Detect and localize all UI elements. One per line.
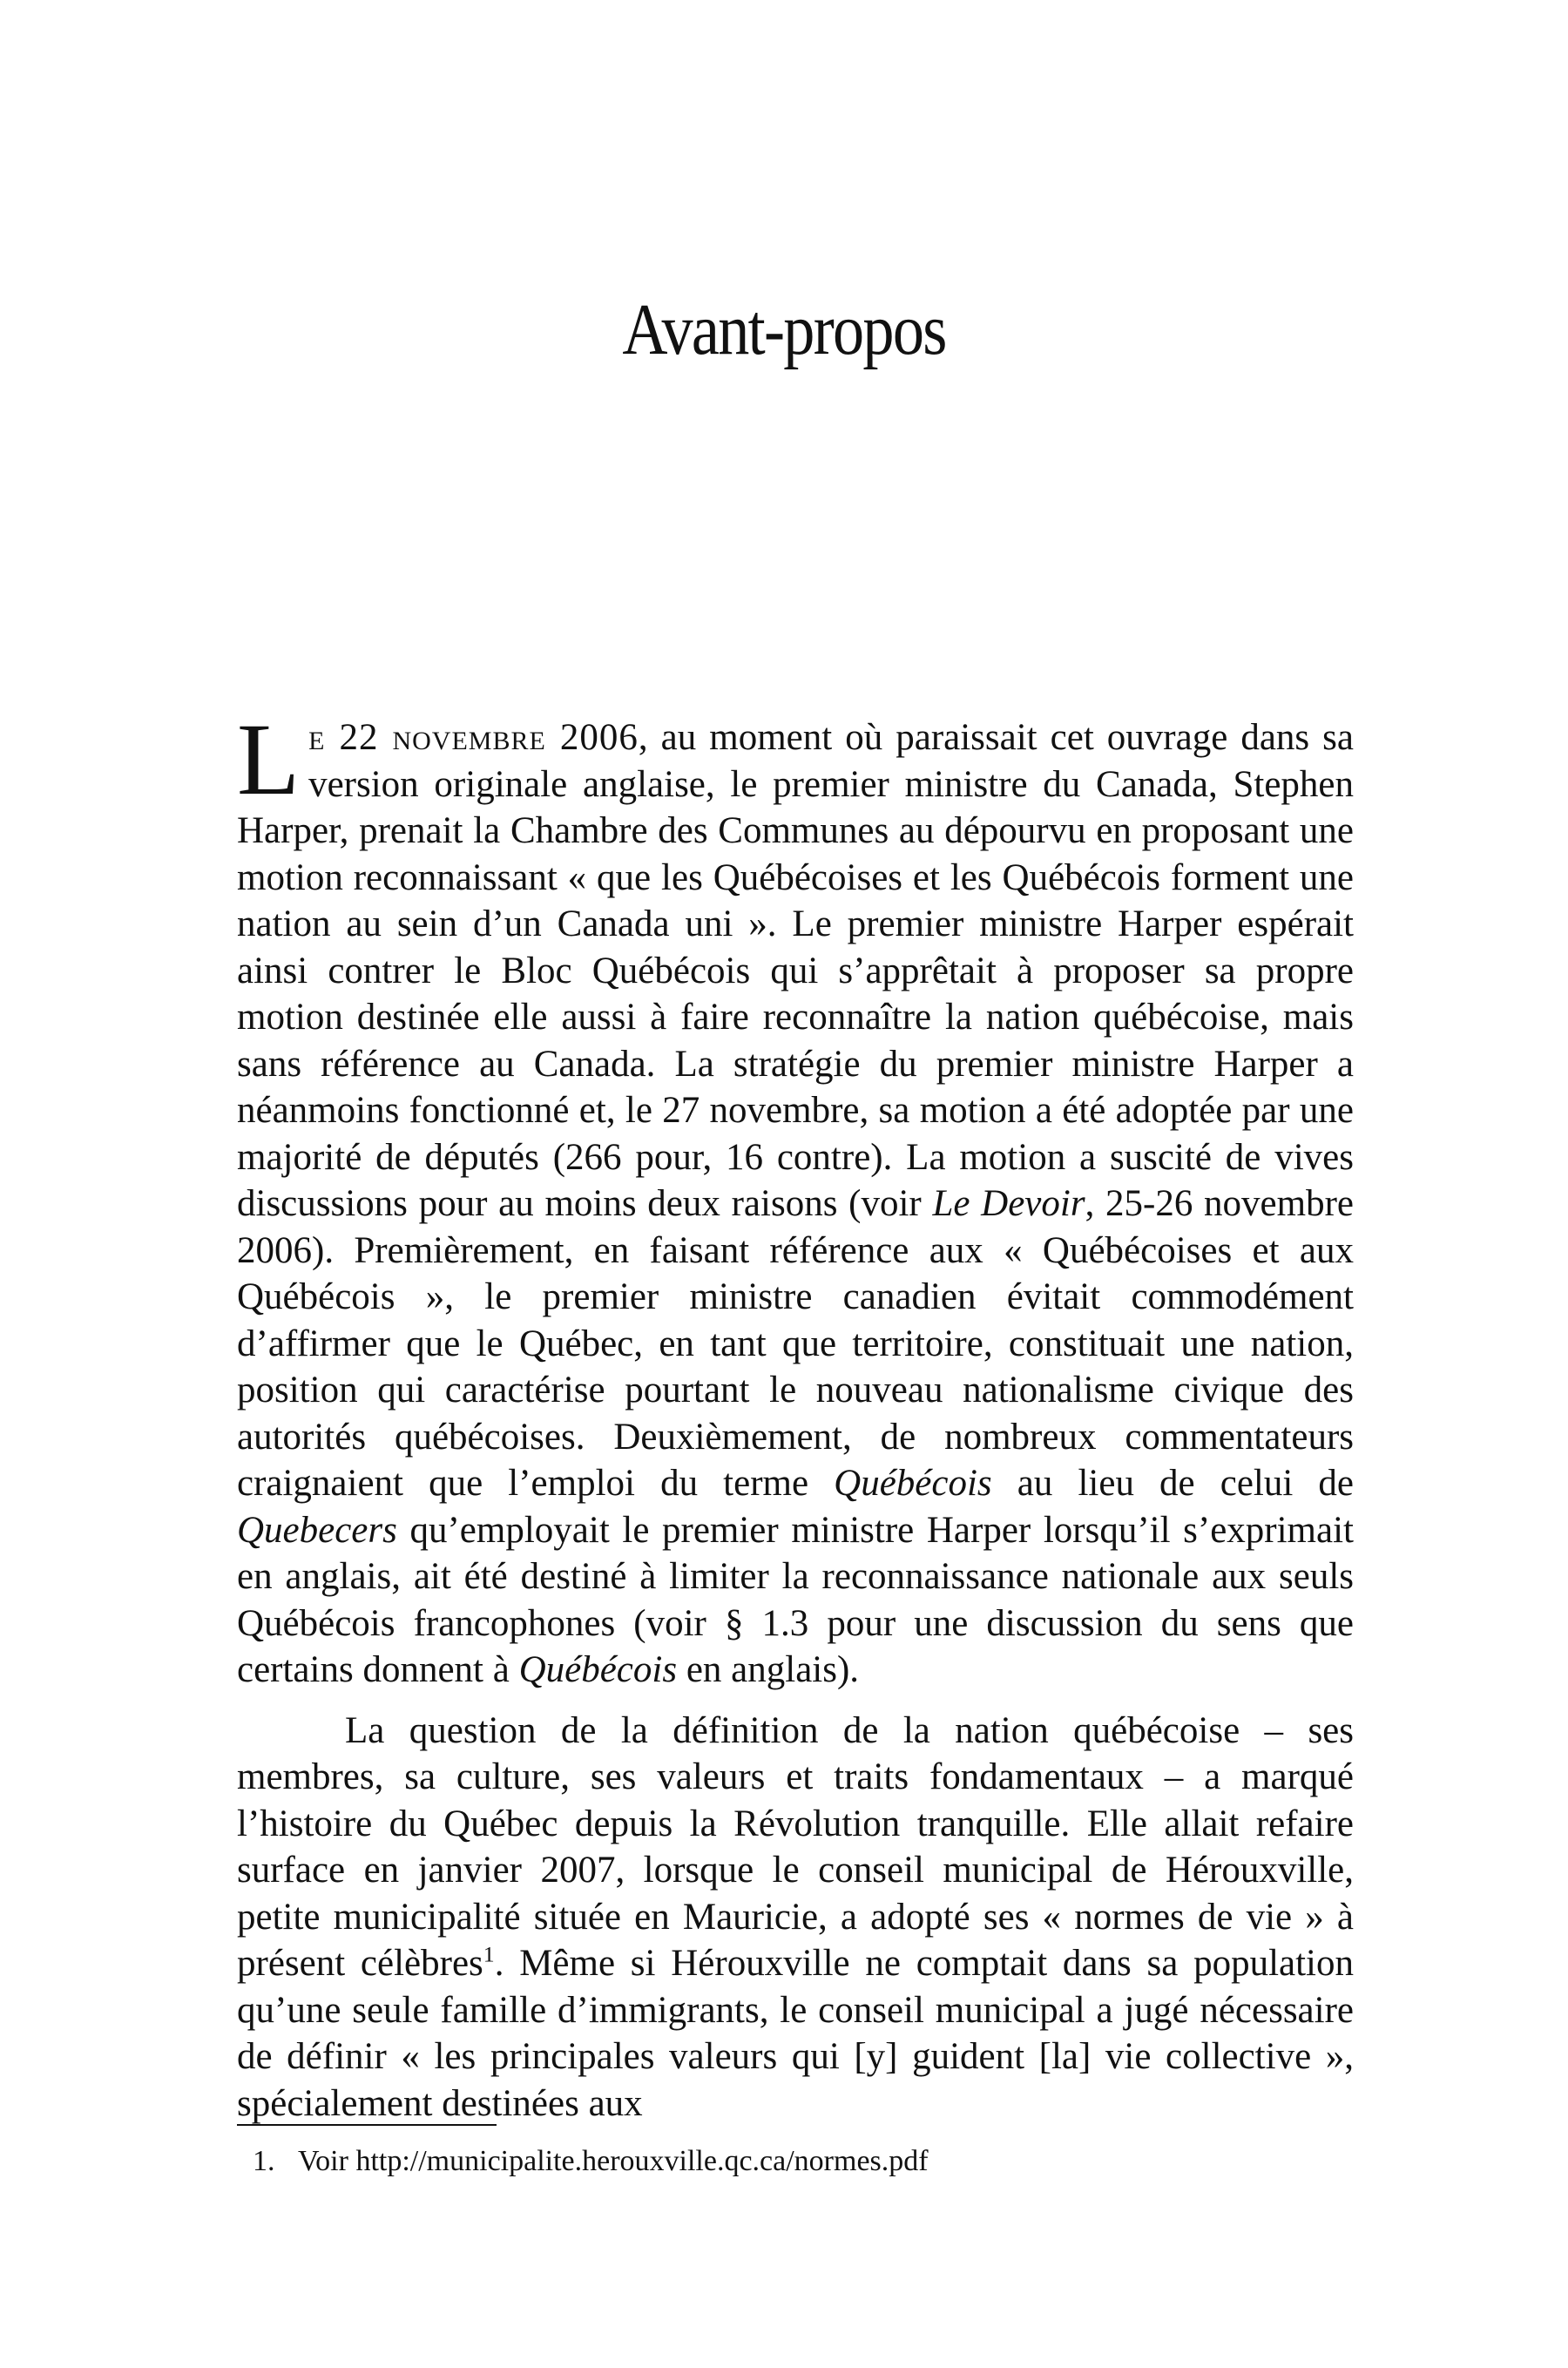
term-quebecois-2: Québécois xyxy=(518,1649,678,1690)
footnote-text: Voir http://municipalite.herouxville.qc.ca/normes.pdf xyxy=(298,2145,929,2177)
citation-le-devoir: Le Devoir xyxy=(932,1183,1085,1224)
paragraph-1-text-a: , au moment où paraissait cet ouvrage dans sa version originale anglaise, le premier ministre du Canada, Stephen Harper, prenait la Chambre des Communes au dépourvu en proposant une motion reconnaissant « que les Québécoises et les Québécois forment une nation au sein d’un Canada uni ». Le premier ministre Harper espérait ainsi contrer le Bloc Québécois qui s’apprêtait à proposer sa propre motion destinée elle aussi à faire reconnaître la nation québécoise, mais sans référence au Canada. La stratégie du premier ministre Harper a néanmoins fonctionné et, le 27 novembre, sa motion a été adoptée par une majorité de députés (266 pour, 16 contre). La motion a suscité de vives discussions pour au moins deux raisons (voir xyxy=(237,717,1354,1224)
footnote-separator xyxy=(237,2124,497,2126)
paragraph-1-text-c: au lieu de celui de xyxy=(991,1463,1354,1504)
body-text xyxy=(237,702,1355,2127)
small-caps-lead: e 22 novembre 2006 xyxy=(308,717,639,758)
paragraph-1-text-d: qu’employait le premier ministre Harper lorsqu’il s’exprimait en anglais, ait été destiné à limiter la reconnaissance nationale aux seuls Québécois francophones (voir § 1.3 pour une discussion du sens que certains donnent à xyxy=(237,1509,1354,1690)
paragraph-2-text-a: La question de la définition de la nation québécoise – ses membres, sa culture, ses valeurs et traits fondamentaux – a marqué l’histoire du Québec depuis la Révolution tranquille. Elle allait refaire surface en janvier 2007, lorsque le conseil municipal de Hérouxville, petite municipalité située en Mauricie, a adopté ses « normes de vie » à présent célèbres xyxy=(237,1709,1354,1984)
page-title: Avant-propos xyxy=(622,289,946,370)
drop-cap: L xyxy=(237,702,301,816)
footnote xyxy=(253,2145,1298,2178)
paragraph-2 xyxy=(237,1708,1354,2128)
paragraph-1-text-e: en anglais). xyxy=(677,1649,860,1690)
paragraph-1 xyxy=(237,702,1354,1694)
footnote-number: 1. xyxy=(253,2145,275,2177)
paragraph-1-text-b: , 25-26 novembre 2006). Premièrement, en faisant référence aux « Québécoises et aux Québécois », le premier ministre canadien évitait commodément d’affirmer que le Québec, en tant que territoire, constituait une nation, position qui caractérise pourtant le nouveau nationalisme civique des autorités québécoises. Deuxièmement, de nombreux commentateurs craignaient que l’emploi du terme xyxy=(237,1183,1354,1504)
footnote-reference[interactable]: 1 xyxy=(483,1941,495,1967)
term-quebecois: Québécois xyxy=(834,1463,992,1504)
paragraph-2-text-b: . Même si Hérouxville ne comptait dans sa population qu’une seule famille d’immigrants, le conseil municipal a jugé nécessaire de définir « les principales valeurs qui [y] guident [la] vie collective », spécialement destinées aux xyxy=(237,1943,1355,2124)
term-quebecers: Quebecers xyxy=(237,1509,397,1551)
